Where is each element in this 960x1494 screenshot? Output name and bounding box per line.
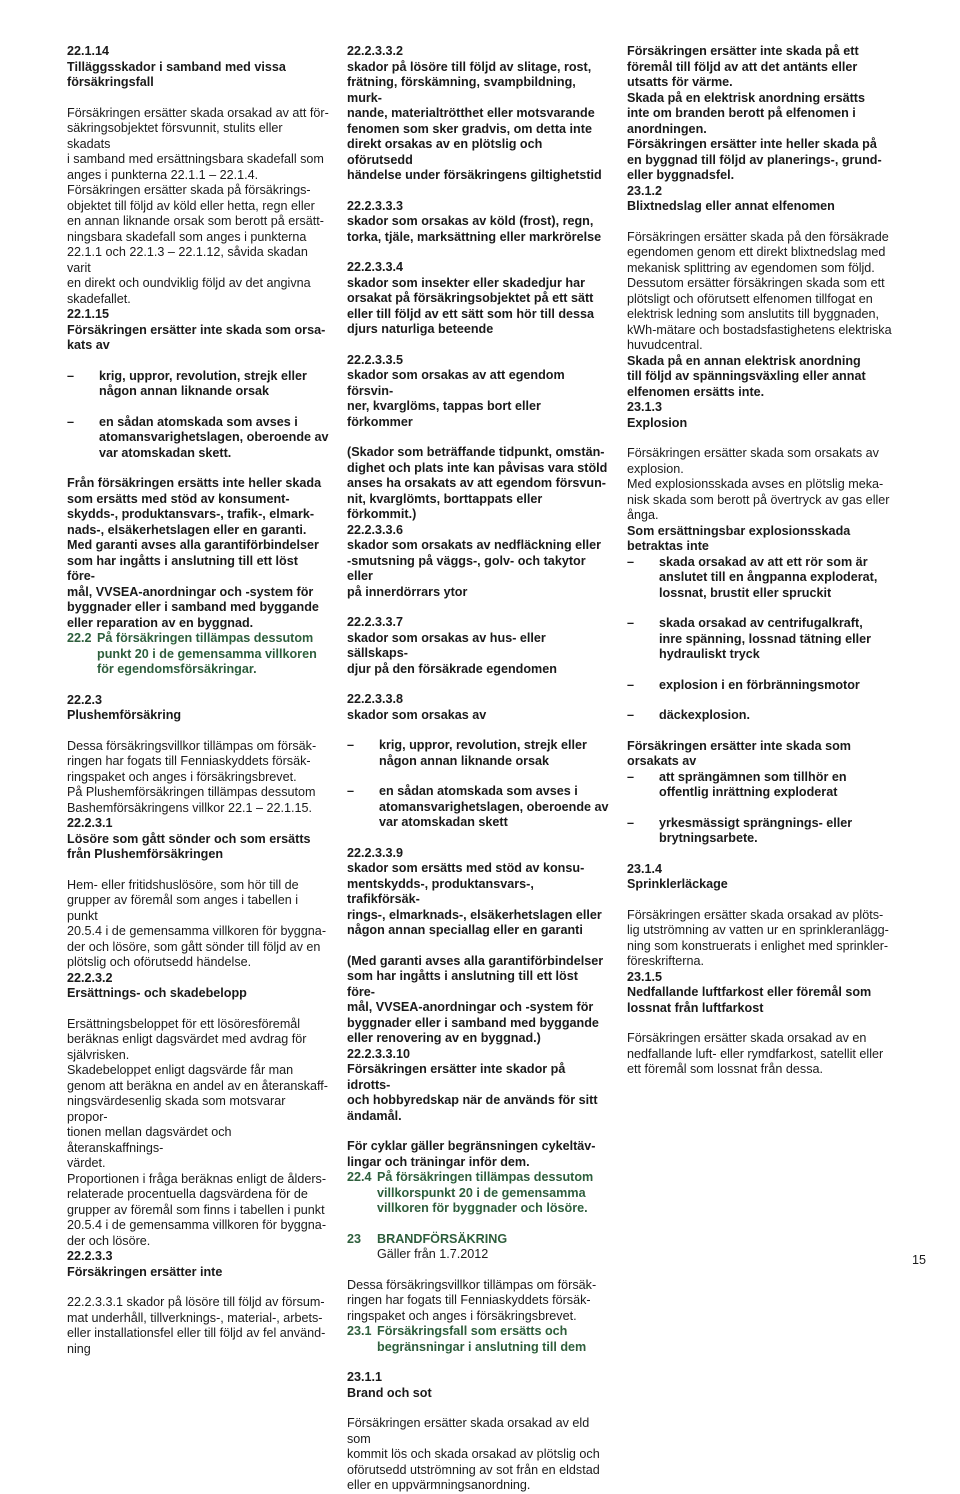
list-item-text: explosion i en förbränningsmotor — [659, 677, 860, 692]
chapter-23-heading — [347, 1232, 609, 1263]
paragraph: Hem- eller fritidshuslösöre, som hör till de grupper av föremål som anges i tabellen i punkt 20.5.4 i de gemensamma villkoren för byggna- der och lösöre, som gått sönder till följd av en plötslig och oförutsedd händelse. — [67, 877, 327, 969]
paragraph: Dessa försäkringsvillkor tillämpas om försäk- ringen har fogats till Fenniaskyddets försäk- ringspaket och anges i försäkringsbrevet. På Plushemförsäkringen tillämpas dessutom Bashemförsäkringens villkor 22.1 – 22.1.15. — [67, 738, 317, 815]
list-item-text: att sprängämnen som tillhör en offentlig inrättning exploderat — [659, 769, 847, 799]
column-2 — [347, 44, 609, 1494]
dash-marker: – — [67, 368, 75, 383]
item-22-2-3-3-10 — [347, 1047, 609, 1125]
section-title: Blixtnedslag eller annat elfenomen — [627, 199, 835, 213]
section-number: 22.1.15 — [67, 307, 110, 321]
section-title: Plushemförsäkring — [67, 708, 182, 722]
section-title: Nedfallande luftfarkost eller föremål som lossnat från luftfarkost — [627, 985, 872, 1015]
page-number: 15 — [911, 1252, 926, 1267]
bold-paragraph: Försäkringen ersätter inte heller skada på en byggnad till följd av planerings-, grund- eller byggnadsfel. — [627, 137, 882, 182]
list-item-text: däckexplosion. — [659, 708, 750, 722]
chapter-number: 23 — [347, 1231, 362, 1246]
dash-list-item — [67, 415, 329, 462]
note-paragraph: (Skador som beträffande tidpunkt, omstän- dighet och plats inte kan påvisas vara stöld anses ha orsakats av att egendom försvun- nit, kvarglömts, borttappats eller förkommit.) — [347, 445, 608, 521]
section-title: Försäkringen ersätter inte — [67, 1264, 223, 1279]
paragraph: Med explosionsskada avses en plötslig meka- nisk skada som berott på övertryck av gas eller ånga. — [627, 477, 890, 522]
item-number: 22.2.3.3.2 — [347, 44, 404, 58]
item-number: 22.2.3.3.4 — [347, 260, 404, 274]
item-text: skador som orsakas av — [347, 707, 487, 722]
column-1 — [67, 44, 329, 1357]
paragraph: 22.2.3.3.1 skador på lösöre till följd av försum- mat underhåll, tillverknings-, material-, arbets- eller installationsfel eller till följd av fel använd- ning — [67, 1295, 326, 1356]
dash-marker: – — [67, 414, 75, 429]
dash-list-item — [347, 738, 609, 769]
paragraph: Försäkringen ersätter skada som orsakats av explosion. — [627, 446, 879, 476]
column-3 — [627, 44, 897, 1078]
section-title: På försäkringen tillämpas dessutom villkorspunkt 20 i de gemensamma villkoren för byggnader och lösöre. — [377, 1170, 594, 1215]
section-number: 22.4 — [347, 1170, 372, 1184]
section-number: 22.2.3 — [67, 692, 103, 707]
section-title: Ersättnings- och skadebelopp — [67, 986, 247, 1000]
paragraph: Proportionen i fråga beräknas enligt de ålders- relaterade procentuella dagsvärdena för de grupper av föremål som finns i tabellen i punkt 20.5.4 i de gemensamma villkoren för byggna- der och lösöre. — [67, 1171, 327, 1248]
list-item-text: yrkesmässigt sprängnings- eller brytningsarbete. — [659, 815, 853, 845]
list-item-text: krig, uppror, revolution, strejk eller någon annan liknande orsak — [379, 738, 587, 768]
section-number: 22.1.14 — [67, 44, 110, 58]
item-text: skador på lösöre till följd av slitage, rost, frätning, förskämning, svampbildning, murk- nande, materialtrötthet eller motsvarande fenomen som sker gradvis, om detta inte direkt orsakas av en plötslig och oförutsedd händelse under försäkringens giltighetstid — [347, 59, 602, 182]
section-number: 23.1.3 — [627, 400, 663, 414]
dash-list-item — [627, 770, 897, 801]
section-title: Sprinklerläckage — [627, 877, 728, 891]
dash-marker: – — [627, 708, 635, 722]
paragraph: Försäkringen ersätter skada på den försäkrade egendomen genom ett direkt blixtnedslag med mekanisk splittring av egendomen som följd. — [627, 229, 889, 275]
section-title: Explosion — [627, 415, 688, 430]
section-number: 22.2.3.2 — [67, 970, 113, 985]
section-number: 22.2 — [67, 631, 92, 645]
section-title: På försäkringen tillämpas dessutom punkt 20 i de gemensamma villkoren för egendomsförsäkringar. — [97, 631, 317, 676]
validity-date: Gäller från 1.7.2012 — [377, 1247, 489, 1261]
paragraph: Dessutom ersätter försäkringen skada som ett plötsligt och oförutsett elfenomen tillfogat en elektrisk ledning som anslutits till byggnaden, kWh-mätare och bostadsfastighetens elektriska huvudcentral. — [627, 276, 892, 352]
dash-list-item — [627, 678, 897, 694]
item-number: 22.2.3.3.3 — [347, 198, 404, 213]
section-number: 23.1 — [347, 1324, 372, 1338]
item-number: 22.2.3.3.6 — [347, 522, 404, 537]
section-number: 23.1.5 — [627, 969, 663, 984]
dash-list-item — [627, 555, 897, 602]
item-number: 22.2.3.3.8 — [347, 692, 404, 706]
section-title: Tilläggsskador i samband med vissa försäkringsfall — [67, 59, 286, 89]
paragraph: Ersättningsbeloppet för ett lösöresföremål beräknas enligt dagsvärdet med avdrag för självrisken. — [67, 1016, 307, 1062]
section-22-2-3-2-heading — [67, 971, 329, 1002]
item-text: Försäkringen ersätter inte skador på idrotts- och hobbyredskap när de används för sitt ändamål. — [347, 1062, 598, 1123]
item-number: 22.2.3.3.5 — [347, 352, 404, 367]
list-item-text: en sådan atomskada som avses i atomansvarighetslagen, oberoende av var atomskadan skett. — [99, 414, 329, 460]
paragraph: Skadebeloppet enligt dagsvärde får man genom att beräkna en andel av en återanskaff- ningsvärdesenlig skada som motsvarar propor- tionen mellan dagsvärdet och återanskaffnings- värdet. — [67, 1063, 328, 1170]
dash-marker: – — [627, 815, 635, 830]
dash-list-item — [347, 784, 609, 831]
item-number: 22.2.3.3.9 — [347, 845, 404, 860]
item-22-2-3-3-3 — [347, 199, 609, 246]
dash-marker: – — [627, 554, 635, 569]
section-23-1-1-heading — [347, 1370, 609, 1401]
item-text: skador som orsakats av nedfläckning eller -smutsning på väggs-, golv- och takytor eller på innerdörrars ytor — [347, 538, 602, 599]
dash-marker: – — [347, 784, 355, 798]
note-paragraph: (Med garanti avses alla garantiförbindelser som har ingåtts i anslutning till ett löst före- mål, VVSEA-anordningar och -system för byggnader eller i samband med byggande eller renovering av en byggnad.) — [347, 953, 604, 1045]
section-title: Lösöre som gått sönder och som ersätts från Plushemförsäkringen — [67, 831, 311, 861]
paragraph: Försäkringen ersätter skada orsakad av plöts- lig utströmning av vatten ur en sprinkleranlägg- ning som konstruerats i enlighet med sprinkler- föreskrifterna. — [627, 907, 889, 968]
item-22-2-3-3-8 — [347, 692, 609, 723]
section-22-1-14-heading — [67, 44, 329, 91]
bold-paragraph: Som ersättningsbar explosionsskada betraktas inte — [627, 523, 851, 553]
list-item-text: skada orsakad av centrifugalkraft, inre spänning, lossnad tätning eller hydrauliskt tryck — [659, 616, 872, 661]
dash-marker: – — [627, 677, 635, 692]
bold-paragraph: Skada på en elektrisk anordning ersätts inte om branden berott på elfenomen i anordningen. — [627, 90, 865, 136]
dash-list-item — [627, 816, 897, 847]
section-number: 22.2.3.1 — [67, 816, 113, 830]
list-item-text: skada orsakad av att ett rör som är anslutet till en ångpanna exploderat, lossnat, brustit eller spruckit — [659, 554, 878, 600]
item-text: skador som insekter eller skadedjur har orsakat på försäkringsobjektet på ett sätt eller till följd av ett sätt som hör till dessa djurs naturliga beteende — [347, 275, 595, 336]
green-heading-22-2 — [67, 631, 329, 678]
section-23-1-5-heading — [627, 970, 897, 1017]
paragraph: Försäkringen ersätter skada orsakad av en nedfallande luft- eller rymdfarkost, satellit eller ett föremål som lossnat från dessa. — [627, 1031, 884, 1076]
item-number: 22.2.3.3.7 — [347, 615, 404, 629]
bold-paragraph: För cyklar gäller begränsningen cykeltäv- lingar och träningar inför dem. — [347, 1139, 596, 1169]
dash-list-item — [627, 616, 897, 663]
item-22-2-3-3-5 — [347, 353, 609, 431]
list-item-text: en sådan atomskada som avses i atomansvarighetslagen, oberoende av var atomskadan skett — [379, 784, 609, 829]
paragraph: Försäkringen ersätter skada orsakad av att för- säkringsobjektet försvunnit, stulits eller skadats i samband med ersättningsbara skadefall som anges i punkterna 22.1.1 – 22.1.4. — [67, 105, 329, 182]
dash-list-item — [67, 369, 329, 400]
paragraph: Dessa försäkringsvillkor tillämpas om försäk- ringen har fogats till Fenniaskyddets försäk- ringspaket och anges i försäkringsbrevet. — [347, 1277, 597, 1323]
section-22-2-3-3-heading — [67, 1249, 329, 1280]
dash-list-item — [627, 708, 897, 724]
chapter-title: BRANDFÖRSÄKRING — [377, 1231, 508, 1246]
bold-paragraph: Försäkringen ersätter inte skada på ett föremål till följd av att det antänts eller utsatts för värme. — [627, 44, 859, 89]
section-title: Försäkringen ersätter inte skada som orsa- kats av — [67, 322, 326, 352]
section-22-2-3-1-heading — [67, 816, 329, 863]
section-22-2-3-heading — [67, 693, 329, 724]
bold-paragraph: Försäkringen ersätter inte skada som orsakats av — [627, 738, 851, 768]
item-text: skador som orsakas av köld (frost), regn, torka, tjäle, marksättning eller markrörelse — [347, 214, 602, 244]
item-number: 22.2.3.3.10 — [347, 1046, 411, 1061]
bold-paragraph: Skada på en annan elektrisk anordning till följd av spänningsväxling eller annat elfenomen ersätts inte. — [627, 353, 866, 399]
section-number: 23.1.4 — [627, 861, 663, 876]
green-heading-23-1 — [347, 1324, 609, 1355]
item-22-2-3-3-9 — [347, 846, 609, 939]
section-title: Brand och sot — [347, 1385, 432, 1400]
dash-marker: – — [627, 616, 635, 630]
section-22-1-15-heading — [67, 307, 329, 354]
item-text: skador som ersätts med stöd av konsu- mentskydds-, produktansvars-, trafikförsäk- rings-, elmarknads-, elsäkerhetslagen eller någon annan speciallag eller en garanti — [347, 861, 602, 937]
section-number: 22.2.3.3 — [67, 1249, 113, 1263]
item-22-2-3-3-2 — [347, 44, 609, 184]
bold-paragraph: Från försäkringen ersätts inte heller skada som ersätts med stöd av konsument- skydds-, produktansvars-, trafik-, elmark- nads-, elsäkerhetslagen eller en garanti. Med garanti avses alla garantiförbindelser som har ingåtts i anslutning till ett löst före- mål, VVSEA-anordningar och -system för byggnader eller i samband med byggande eller reparation av en byggnad. — [67, 476, 322, 630]
section-title: Försäkringsfall som ersätts och begränsningar i anslutning till dem — [377, 1324, 587, 1354]
section-23-1-3-heading — [627, 400, 897, 431]
section-23-1-2-heading — [627, 184, 897, 215]
dash-marker: – — [627, 769, 635, 784]
dash-marker: – — [347, 738, 355, 752]
green-heading-22-4 — [347, 1170, 609, 1217]
section-number: 23.1.2 — [627, 183, 663, 198]
paragraph: Försäkringen ersätter skada på försäkrings- objektet till följd av köld eller hetta, regn eller en annan liknande orsak som berott på ersätt- ningsbara skadefall som anges i punkterna 22.1.1 och 22.1.3 – 22.1.12, såvida skadan varit en direkt och oundviklig följd av det angivna skadefallet. — [67, 183, 324, 306]
item-22-2-3-3-4 — [347, 260, 609, 338]
section-number: 23.1.1 — [347, 1370, 383, 1384]
paragraph: Försäkringen ersätter skada orsakad av eld som kommit lös och skada orsakad av plötslig och oförutsedd utströmning av sot från en eldstad eller en uppvärmningsanordning. — [347, 1416, 600, 1492]
section-23-1-4-heading — [627, 862, 897, 893]
item-text: skador som orsakas av att egendom försvin- ner, kvarglöms, tappas bort eller förkommer — [347, 368, 565, 429]
item-text: skador som orsakas av hus- eller sällskaps- djur på den försäkrade egendomen — [347, 630, 557, 676]
item-22-2-3-3-7 — [347, 615, 609, 677]
list-item-text: krig, uppror, revolution, strejk eller någon annan liknande orsak — [99, 368, 307, 398]
item-22-2-3-3-6 — [347, 523, 609, 601]
